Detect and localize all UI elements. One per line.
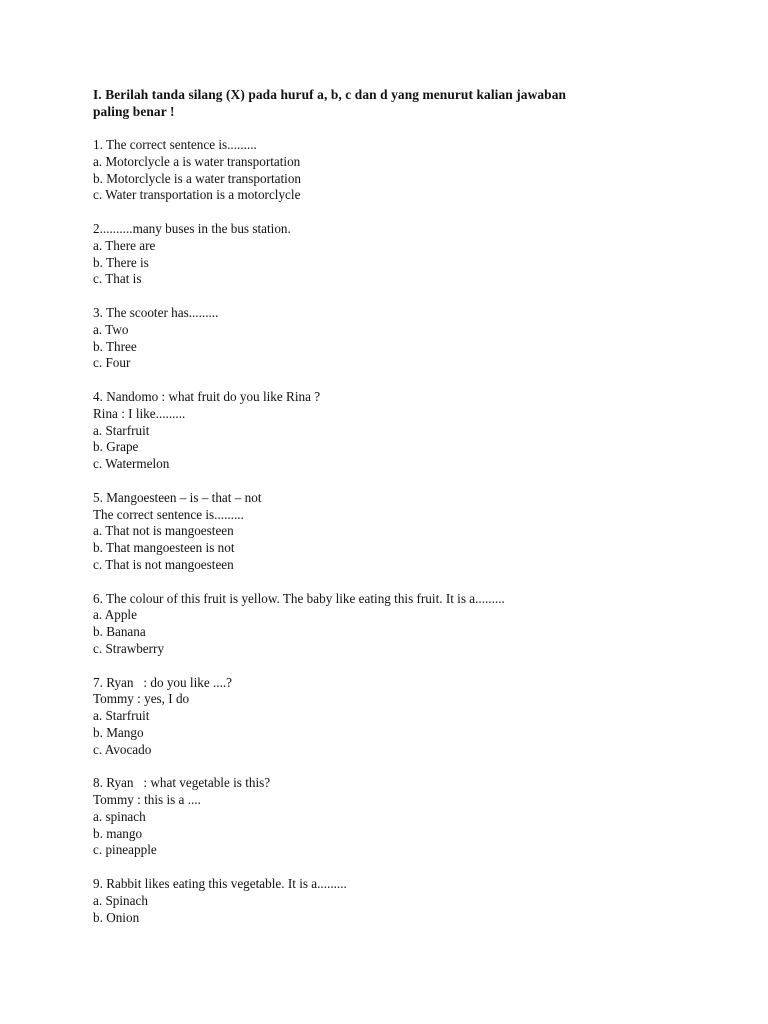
answer-option-a: a. Spinach: [93, 892, 148, 908]
instruction-line-2: paling benar !: [93, 103, 175, 119]
answer-option-c: c. Avocado: [93, 741, 152, 757]
answer-option-b: b. That mangoesteen is not: [93, 540, 235, 556]
question-text: 1. The correct sentence is.........: [93, 137, 257, 152]
answer-option-a: a. Starfruit: [93, 708, 150, 724]
question-dialogue-line: Tommy : this is a ....: [93, 792, 201, 808]
answer-option-b: b. There is: [93, 254, 149, 270]
answer-option-c: c. Water transportation is a motorclycle: [93, 187, 301, 203]
question-text: 9. Rabbit likes eating this vegetable. It is a.........: [93, 876, 347, 892]
answer-option-b: b. Motorclycle is a water transportation: [93, 170, 302, 186]
question-prompt-line: The correct sentence is.........: [93, 506, 244, 522]
instruction-line-1: I. Berilah tanda silang (X) pada huruf a, b, c dan d yang menurut kalian jawaban: [93, 87, 567, 102]
answer-option-c: c. That is: [93, 271, 142, 287]
question-7: [93, 675, 713, 759]
question-text: 4. Nandomo : what fruit do you like Rina ?: [93, 388, 321, 404]
question-6: [93, 591, 713, 658]
answer-option-b: b. Mango: [93, 724, 144, 740]
question-3: [93, 305, 713, 372]
answer-option-b: b. mango: [93, 825, 143, 841]
answer-option-a: a. There are: [93, 237, 156, 253]
question-8: [93, 775, 713, 859]
question-dialogue-line: Rina : I like.........: [93, 405, 186, 421]
question-5: [93, 490, 713, 574]
question-1: [93, 137, 713, 204]
question-text: 3. The scooter has.........: [93, 304, 219, 320]
question-dialogue-line: Tommy : yes, I do: [93, 691, 190, 707]
answer-option-a: a. spinach: [93, 808, 146, 824]
instruction-heading: [93, 86, 653, 120]
answer-option-a: a. Motorclycle a is water transportation: [93, 153, 301, 169]
answer-option-a: a. Apple: [93, 607, 137, 623]
question-4: [93, 389, 713, 473]
answer-option-c: c. pineapple: [93, 842, 157, 858]
answer-option-c: c. Strawberry: [93, 640, 165, 656]
answer-option-c: c. Four: [93, 355, 131, 371]
answer-option-b: b. Three: [93, 338, 137, 354]
question-text: 8. Ryan : what vegetable is this?: [93, 775, 271, 791]
answer-option-b: b. Banana: [93, 624, 146, 640]
question-text: 7. Ryan : do you like ....?: [93, 674, 233, 690]
answer-option-a: a. Starfruit: [93, 422, 150, 438]
answer-option-c: c. Watermelon: [93, 456, 170, 472]
question-9: [93, 876, 713, 926]
question-list: [93, 137, 713, 943]
question-text: 6. The colour of this fruit is yellow. The baby like eating this fruit. It is a.........: [93, 590, 505, 606]
question-text: 5. Mangoesteen – is – that – not: [93, 489, 262, 505]
answer-option-a: a. That not is mangoesteen: [93, 523, 234, 539]
answer-option-b: b. Grape: [93, 439, 139, 455]
answer-option-a: a. Two: [93, 321, 129, 337]
answer-option-c: c. That is not mangoesteen: [93, 556, 234, 572]
question-2: [93, 221, 713, 288]
question-text: 2..........many buses in the bus station.: [93, 220, 291, 236]
answer-option-b: b. Onion: [93, 909, 140, 925]
